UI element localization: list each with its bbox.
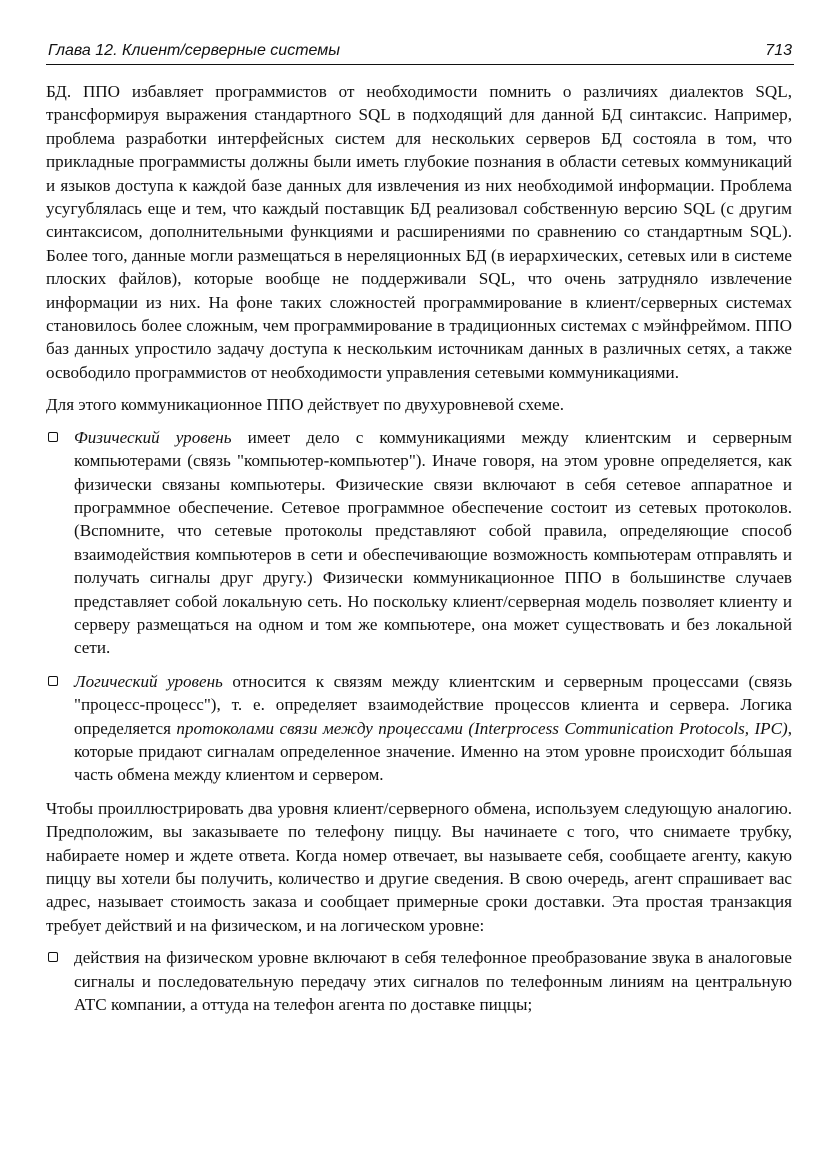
checkbox-bullet-icon bbox=[48, 676, 58, 686]
bullet-item-physical-level bbox=[46, 426, 792, 660]
paragraph-1: БД. ППО избавляет программистов от необходимости помнить о различиях диалектов SQL, трансформируя выражения стандартного SQL в подходящий для данной БД синтаксис. Например, проблема разработки интерфейсных систем для нескольких серверов БД состояла в том, что прикладные программисты должны были иметь глубокие познания в области сетевых коммуникаций и языков доступа к каждой базе данных для извлечения из них необходимой информации. Проблема усугублялась еще и тем, что каждый поставщик БД реализовал собственную версию SQL (с другим синтаксисом, дополнительными функциями и расширениями по сравнению со стандартным SQL). Более того, данные могли размещаться в нереляционных БД (в иерархических, сетевых или в системе плоских файлов), которые вообще не поддерживали SQL, что очень затрудняло извлечение информации из них. На фоне таких сложностей программирование в клиент/серверных системах становилось более сложным, чем программирование в традиционных системах с мэйнфреймом. ППО баз данных упростило задачу доступа к нескольким источникам данных в различных сетях, а также освободило программистов от необходимости управления сетевыми коммуникациями. bbox=[46, 82, 792, 382]
page-number: 713 bbox=[765, 42, 792, 59]
bullet-text-b: , которые придают сигналам определенное значение. Именно на этом уровне происходит бóльшая часть обмена между клиентом и сервером. bbox=[74, 718, 792, 785]
page-body bbox=[46, 80, 792, 1026]
paragraph-2: Для этого коммуникационное ППО действует по двухуровневой схеме. bbox=[46, 395, 565, 415]
bullet-text: действия на физическом уровне включают в себя телефонное преобразование звука в аналоговые сигналы и последовательную передачу этих сигналов по телефонным линиям на центральную АТС компании, а оттуда на телефон агента по доставке пиццы; bbox=[74, 948, 792, 1015]
bullet-item-physical-actions bbox=[46, 946, 792, 1016]
term-ipc: протоколами связи между процессами (Interprocess Communication Protocols, IPC) bbox=[176, 718, 788, 738]
bullet-item-logical-level bbox=[46, 670, 792, 787]
running-header bbox=[46, 40, 794, 65]
term-physical-level: Физический уровень bbox=[74, 427, 232, 447]
bullet-text-a: относится к связям между клиентским и серверным процессами (связь "процесс-процесс"), т. е. определяет взаимодействие процессов клиента и сервера. Логика определяется bbox=[74, 671, 792, 738]
checkbox-bullet-icon bbox=[48, 952, 58, 962]
paragraph-3: Чтобы проиллюстрировать два уровня клиент/серверного обмена, используем следующую аналогию. Предположим, вы заказываете по телефону пиццу. Вы начинаете с того, что снимаете трубку, набираете номер и ждете ответа. Когда номер отвечает, вы называете себя, сообщаете агенту, какую пиццу вы хотели бы получить, количество и другие сведения. В свою очередь, агент спрашивает вас адрес, называет стоимость заказа и сообщает примерные сроки доставки. Эта простая транзакция требует действий и на физическом, и на логическом уровне: bbox=[46, 798, 792, 935]
checkbox-bullet-icon bbox=[48, 432, 58, 442]
chapter-title: Глава 12. Клиент/серверные системы bbox=[48, 42, 340, 59]
bullet-text: имеет дело с коммуникациями между клиентским и серверным компьютерами (связь "компьютер-компьютер"). Иначе говоря, на этом уровне определяется, как физически связаны компьютеры. Физические связи включают в себя сетевое аппаратное и программное обеспечение. Сетевое программное обеспечение состоит из сетевых протоколов. (Вспомните, что сетевые протоколы представляют собой правила, определяющие способ взаимодействия компьютеров в сети и обеспечивающие возможность компьютерам отправлять и получать сигналы друг другу.) Физически коммуникационное ППО в большинстве случаев представляет собой локальную сеть. Но поскольку клиент/серверная модель позволяет клиенту и серверу размещаться на одном и том же компьютере, она может существовать и без локальной сети. bbox=[74, 427, 792, 658]
term-logical-level: Логический уровень bbox=[74, 671, 223, 691]
